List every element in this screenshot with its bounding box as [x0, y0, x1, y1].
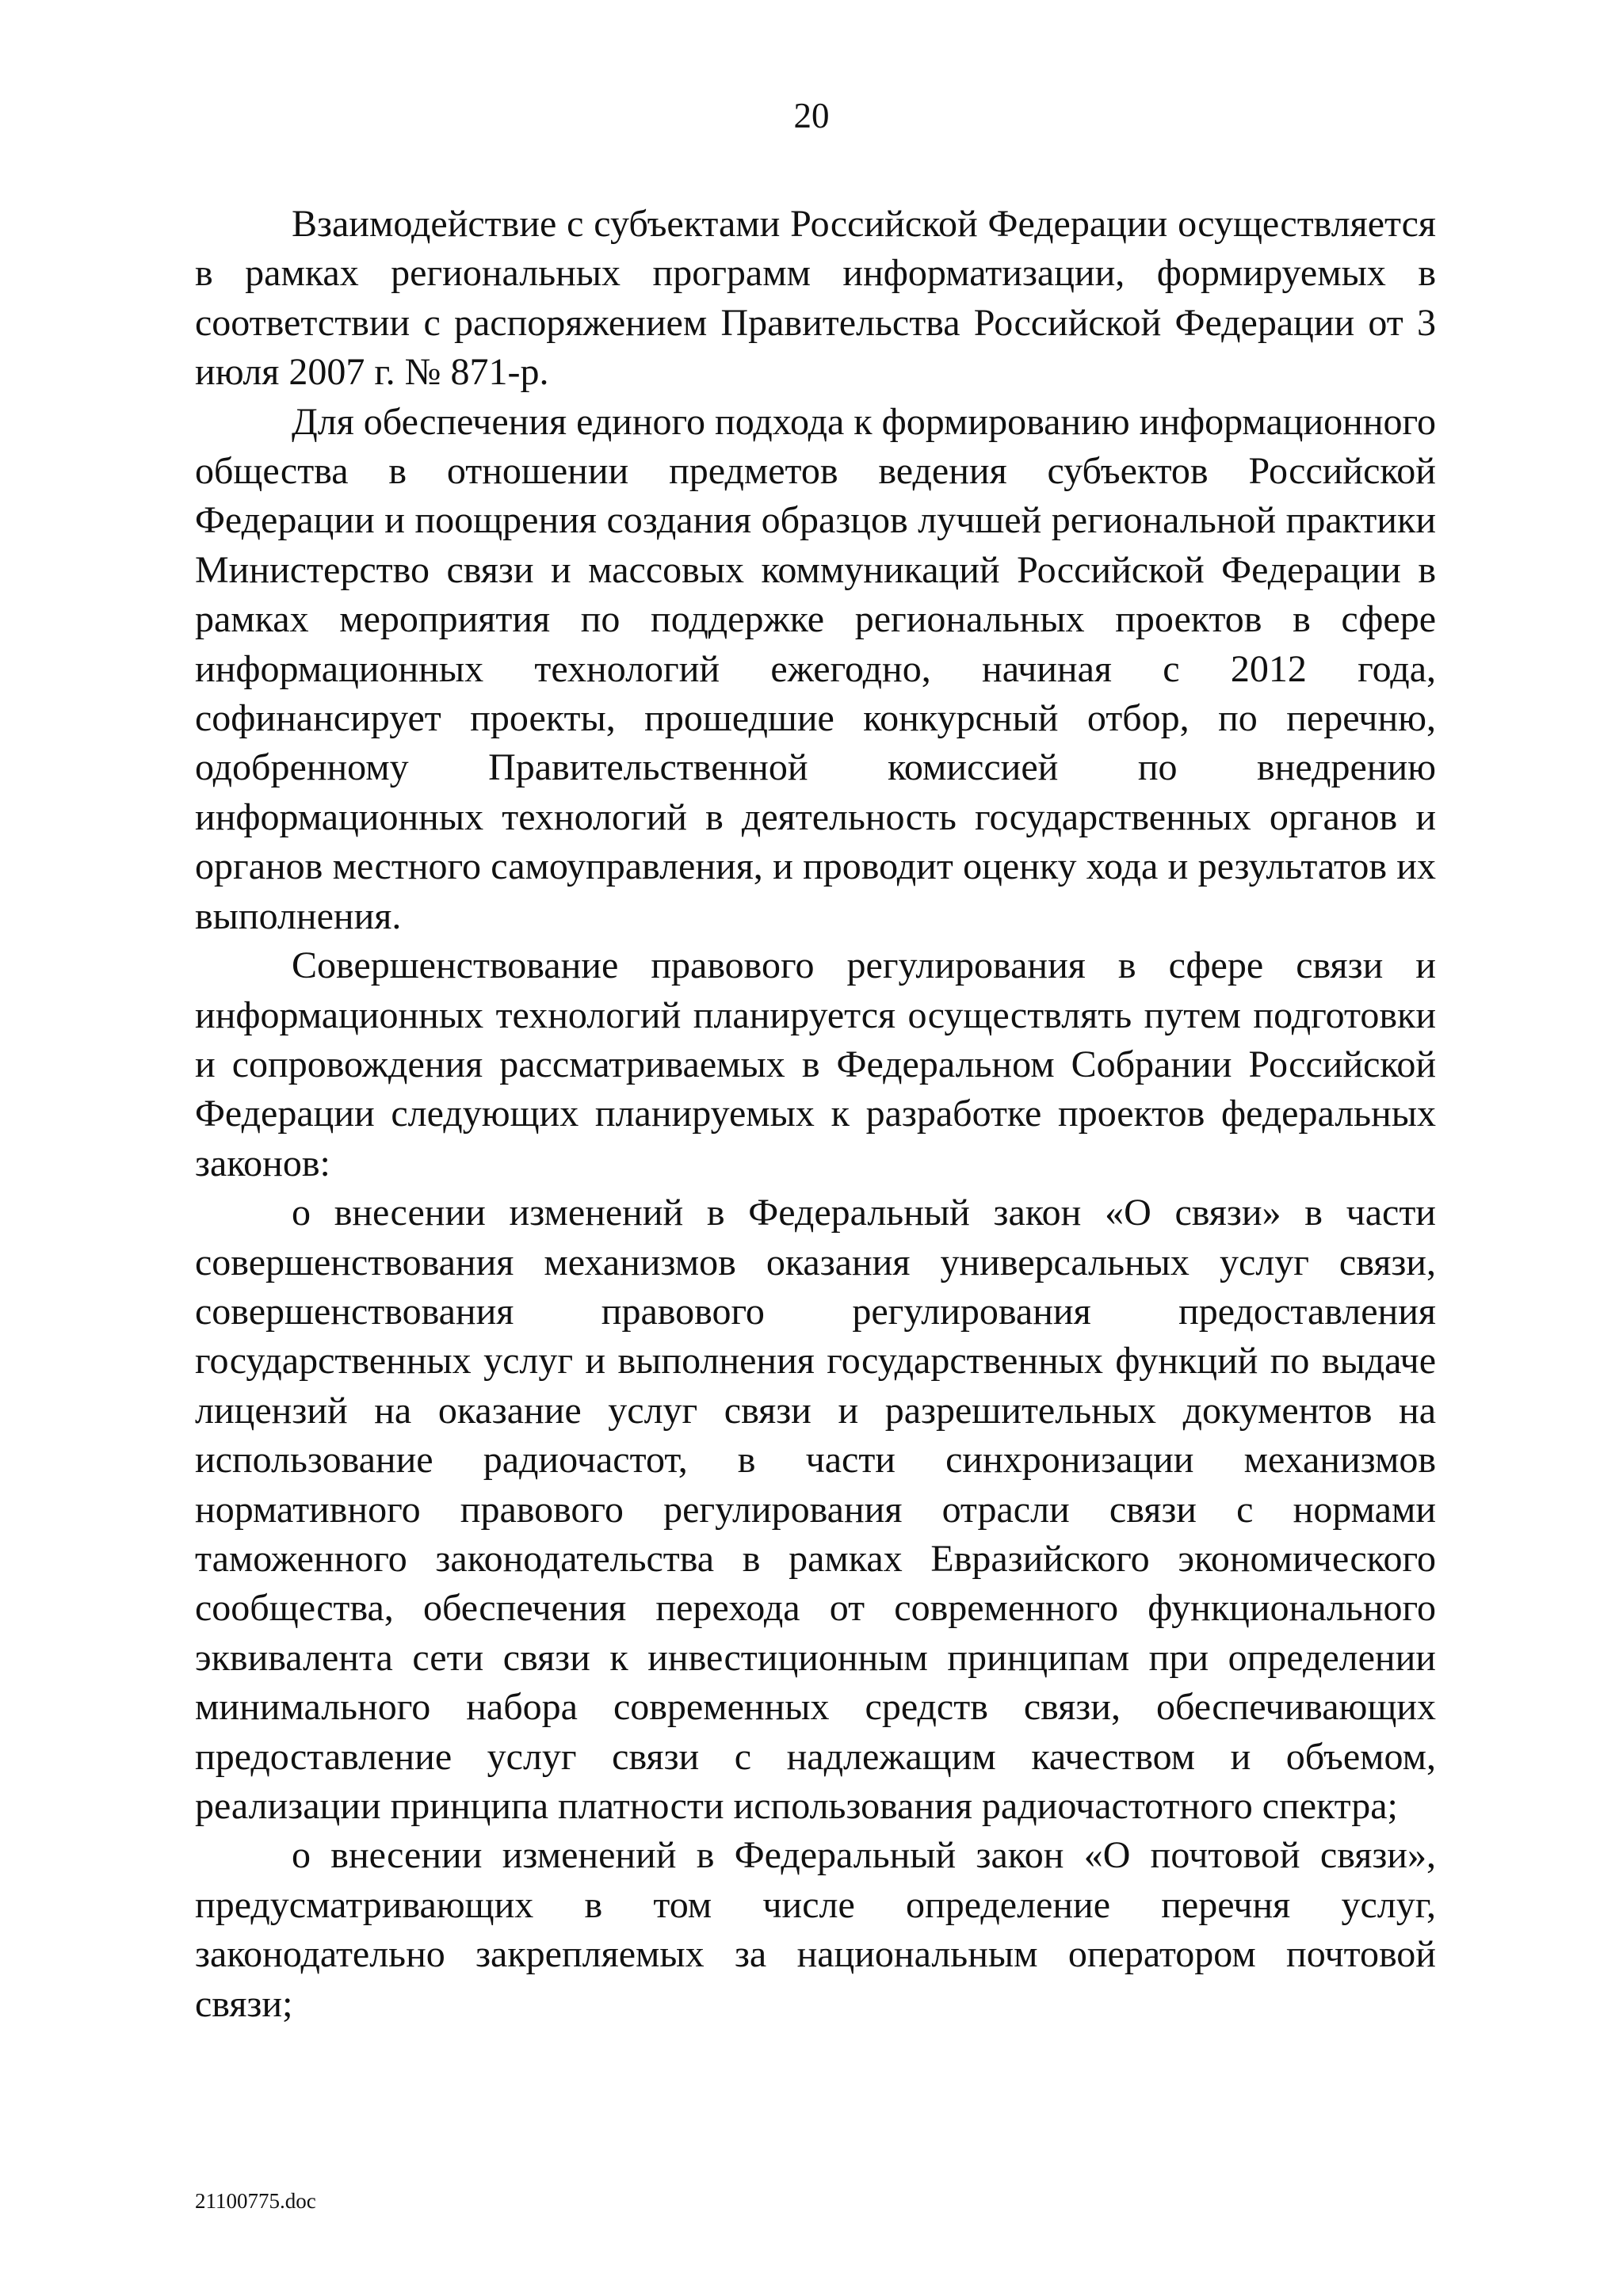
- page-number: 20: [793, 96, 830, 135]
- paragraph-regional-interaction: Взаимодействие с субъектами Российской Федерации осуществляется в рамках региональных программ информатизации, формируемых в соответствии с распоряжением Правительства Российской Федерации от 3 июля 2007 г. № 871-р.: [195, 203, 1436, 394]
- document-file-code: 21100775.doc: [195, 2189, 316, 2213]
- paragraph-law-on-postal-service: о внесении изменений в Федеральный закон «О почтовой связи», предусматривающих в том числе определение перечня услуг, законодательно закрепляемых за национальным оператором почтовой связи;: [195, 1834, 1436, 2025]
- paragraph-legal-regulation: Совершенствование правового регулирования в сфере связи и информационных технологий планируется осуществлять путем подготовки и сопровождения рассматриваемых в Федеральном Собрании Российской Федерации следующих планируемых к разработке проектов федеральных законов:: [195, 944, 1436, 1184]
- paragraph-law-on-communications: о внесении изменений в Федеральный закон «О связи» в части совершенствования механизмов оказания универсальных услуг связи, совершенствования правового регулирования предоставления государственных услуг и выполнения государственных функций по выдаче лицензий на оказание услуг связи и разрешительных документов на использование радиочастот, в части синхронизации механизмов нормативного правового регулирования отрасли связи с нормами таможенного законодательства в рамках Евразийского экономического сообщества, обеспечения перехода от современного функционального эквивалента сети связи к инвестиционным принципам при определении минимального набора современных средств связи, обеспечивающих предоставление услуг связи с надлежащим качеством и объемом, реализации принципа платности использования радиочастотного спектра;: [195, 1192, 1436, 1827]
- paragraph-regional-projects: Для обеспечения единого подхода к формированию информационного общества в отношении предметов ведения субъектов Российской Федерации и поощрения создания образцов лучшей региональной практики Министерство связи и массовых коммуникаций Российской Федерации в рамках мероприятия по поддержке региональных проектов в сфере информационных технологий ежегодно, начиная с 2012 года, софинансирует проекты, прошедшие конкурсный отбор, по перечню, одобренному Правительственной комиссией по внедрению информационных технологий в деятельность государственных органов и органов местного самоуправления, и проводит оценку хода и результатов их выполнения.: [195, 400, 1436, 937]
- document-body: [195, 200, 1436, 2029]
